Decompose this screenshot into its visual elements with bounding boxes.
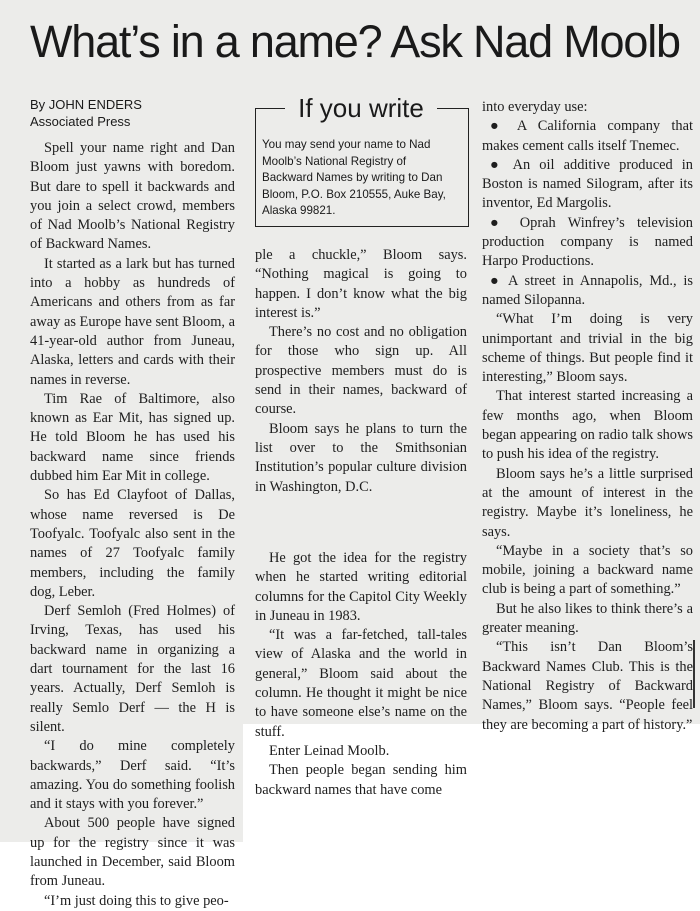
article-column-1 <box>30 139 235 911</box>
paragraph: It started as a lark but has turned into a hobby as hundreds of Americans and others from as far away as Europe have sent Bloom, a 41-year-old author from Juneau, Alaska, letters and cards with their names in reverse. <box>30 255 236 388</box>
sidebar-title: If you write <box>298 93 424 123</box>
byline-agency: Associated Press <box>30 114 131 129</box>
paragraph: “I’m just doing this to give peo- <box>44 892 229 909</box>
sidebar-body: You may send your name to Nad Moolb’s National Registry of Backward Names by writing to Dan Bloom, P.O. Box 210555, Auke Bay, Alaska 99821. <box>262 138 446 217</box>
paragraph: Derf Semloh (Fred Holmes) of Irving, Texas, has used his backward name in organizing a dart tournament for the last 16 years. Actually, Derf Semloh is really Semlo Derf — the H is silent. <box>30 603 235 735</box>
paragraph: Then people began sending him backward names that have come <box>255 762 467 798</box>
paragraph: “I do mine completely backwards,” Derf said. “It’s amazing. You do something foolish and it stays with you forever.” <box>30 738 235 813</box>
paragraph: About 500 people have signed up for the registry since it was launched in December, said Bloom from Juneau. <box>30 815 235 890</box>
paragraph: ple a chuckle,” Bloom says. “Nothing magical is going to happen. I don’t know what the big interest is.” <box>255 247 467 321</box>
paragraph: Enter Leinad Moolb. <box>269 742 390 759</box>
byline-author: By JOHN ENDERS <box>30 97 142 112</box>
paragraph: Spell your name right and Dan Bloom just yawns with boredom. But dare to spell it backwards and you join a select crowd, members of Nad Moolb’s National Registry of Backward Names. <box>30 140 235 253</box>
page-edge-mark <box>693 640 695 708</box>
paragraph: He got the idea for the registry when he started writing editorial columns for the Capitol City Weekly in Juneau in 1983. <box>255 550 467 624</box>
paragraph: There’s no cost and no obligation for those who sign up. All prospective members must do is send in their names, backward of course. <box>255 324 467 418</box>
bullet-item: ● An oil additive produced in Boston is named Silogram, after its inventor, Ed Margolis. <box>482 156 693 212</box>
sidebar-rule-right <box>437 108 468 109</box>
paragraph: “This isn’t Dan Bloom’s Backward Names Club. This is the National Registry of Backward Names,” Bloom says. “People feel they are becoming a part of history.” <box>482 639 693 733</box>
paragraph: Tim Rae of Baltimore, also known as Ear Mit, has signed up. He told Bloom he has used his backward name since friends dubbed him Ear Mit in college. <box>30 390 235 485</box>
article-column-2-lower <box>255 549 467 800</box>
paragraph: That interest started increasing a few months ago, when Bloom began appearing on radio talk shows to push his idea of the registry. <box>482 388 693 463</box>
bullet-item: ● A street in Annapolis, Md., is named Silopanna. <box>482 272 693 308</box>
paragraph: “What I’m doing is very unimportant and trivial in the big scheme of things. But people find it interesting,” Bloom says. <box>482 311 693 386</box>
paragraph: But he also likes to think there’s a greater meaning. <box>482 600 693 637</box>
sidebar-rule-left <box>255 108 285 109</box>
paragraph: “It was a far-fetched, tall-tales view of Alaska and the world in general,” Bloom said about the column. He thought it might be nice to have someone else’s name on the stuff. <box>255 627 467 740</box>
bullet-item: ● Oprah Winfrey’s television production company is named Harpo Productions. <box>482 214 693 270</box>
paragraph: Bloom says he plans to turn the list over to the Smithsonian Institution’s popular culture division in Washington, D.C. <box>255 420 467 495</box>
paragraph: So has Ed Clayfoot of Dallas, whose name reversed is De Toofyalc. Toofyalc also sent in the names of 27 Toofyalc family members, including the family dog, Leber. <box>30 487 235 600</box>
byline <box>30 96 240 130</box>
article-column-2 <box>255 246 467 497</box>
article-headline: What’s in a name? Ask Nad Moolb <box>30 16 680 67</box>
bullet-item: ● A California company that makes cement calls itself Tnemec. <box>482 118 693 154</box>
paragraph: “Maybe in a society that’s so mobile, joining a backward name club is being a part of something.” <box>482 542 693 598</box>
paragraph: into everyday use: <box>482 99 588 115</box>
paragraph: Bloom says he’s a little surprised at the amount of interest in the registry. Maybe it’s loneliness, he says. <box>482 465 693 540</box>
article-column-3 <box>482 98 693 735</box>
